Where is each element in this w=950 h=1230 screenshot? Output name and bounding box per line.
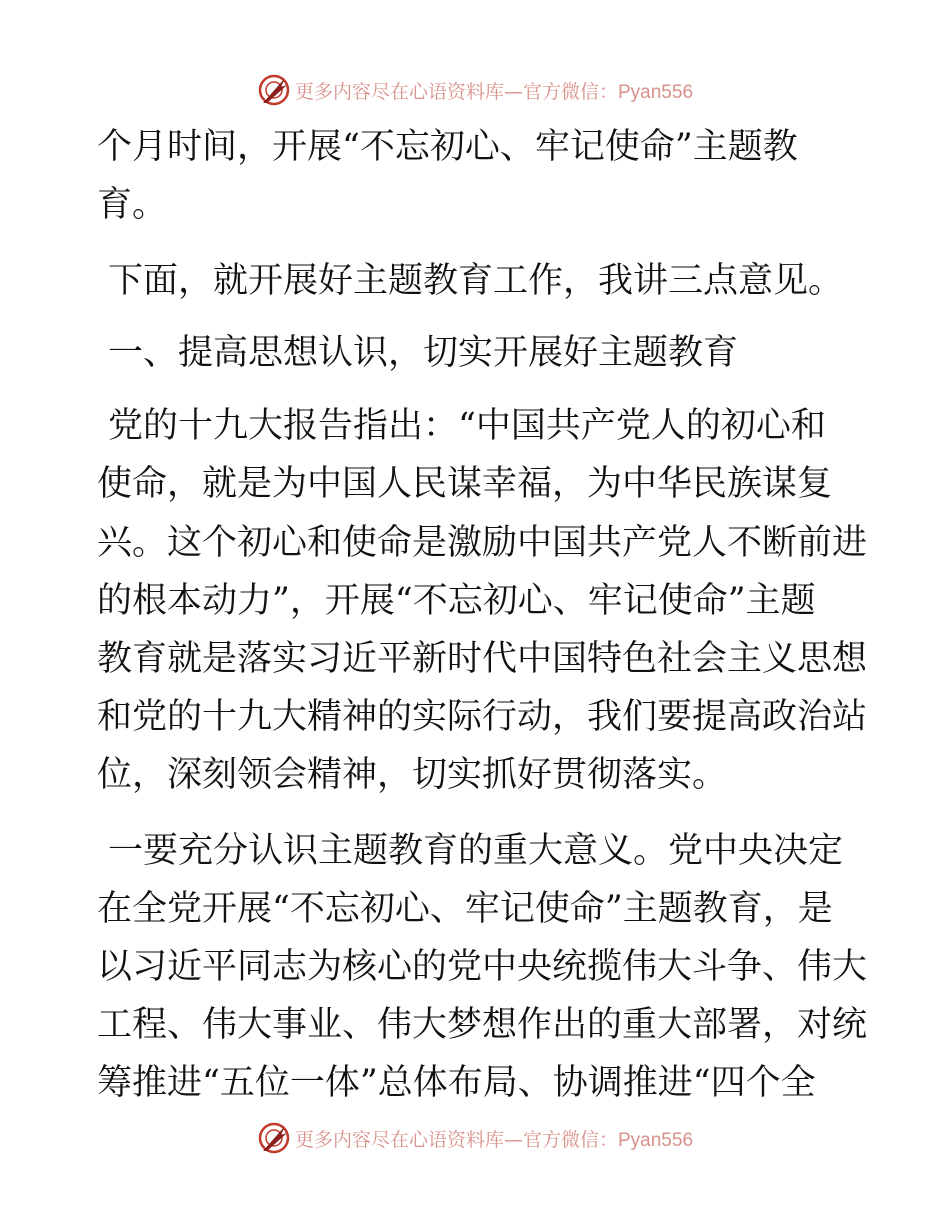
text-line: 工程、伟大事业、伟大梦想作出的重大部署，对统 xyxy=(97,1005,868,1045)
text-line: 育。 xyxy=(97,185,168,225)
watermark-text: 更多内容尽在心语资料库—官方微信：Pyan556 xyxy=(294,80,694,103)
text-line: 位，深刻领会精神，切实抓好贯彻落实。 xyxy=(97,755,728,795)
text-line: 筹推进“五位一体”总体布局、协调推进“四个全 xyxy=(97,1063,816,1103)
footer-watermark xyxy=(0,1118,950,1158)
feather-logo-icon xyxy=(257,1121,291,1155)
text-line: 的根本动力”，开展“不忘初心、牢记使命”主题 xyxy=(97,581,816,621)
text-line: 党的十九大报告指出：“中国共产党人的初心和 xyxy=(108,406,826,446)
text-line: 兴。这个初心和使命是激励中国共产党人不断前进 xyxy=(97,523,868,563)
text-line: 以习近平同志为核心的党中央统揽伟大斗争、伟大 xyxy=(97,947,868,987)
watermark-text: 更多内容尽在心语资料库—官方微信：Pyan556 xyxy=(294,1128,694,1151)
text-line: 一要充分认识主题教育的重大意义。党中央决定 xyxy=(108,831,844,871)
text-line: 个月时间，开展“不忘初心、牢记使命”主题教 xyxy=(97,127,798,167)
text-line: 使命，就是为中国人民谋幸福，为中华民族谋复 xyxy=(97,464,833,504)
text-line: 教育就是落实习近平新时代中国特色社会主义思想 xyxy=(97,639,868,679)
section-heading: 一、提高思想认识，切实开展好主题教育 xyxy=(108,333,739,373)
text-line: 在全党开展“不忘初心、牢记使命”主题教育，是 xyxy=(97,889,833,929)
feather-logo-icon xyxy=(257,73,291,107)
header-watermark xyxy=(0,70,950,110)
text-line: 和党的十九大精神的实际行动，我们要提高政治站 xyxy=(97,697,868,737)
text-line: 下面，就开展好主题教育工作，我讲三点意见。 xyxy=(108,261,844,301)
